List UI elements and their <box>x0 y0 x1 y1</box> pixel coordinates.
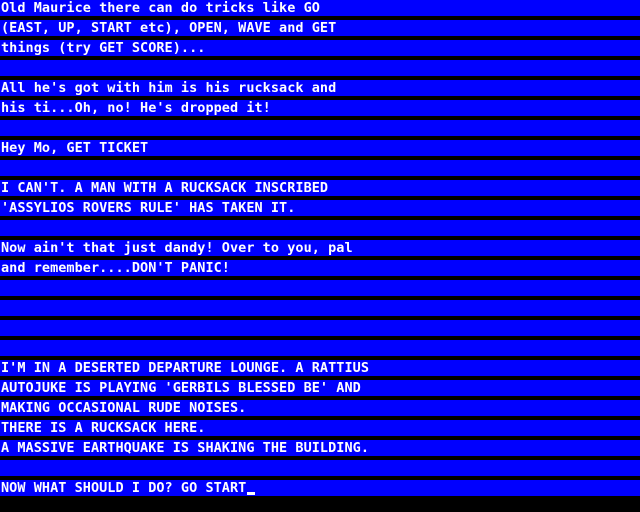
output-line: MAKING OCCASIONAL RUDE NOISES. <box>0 400 640 416</box>
prompt-label: NOW WHAT SHOULD I DO? <box>1 480 173 496</box>
output-line: AUTOJUKE IS PLAYING 'GERBILS BLESSED BE' AND <box>0 380 640 396</box>
blank-line <box>0 320 640 336</box>
output-line: Now ain't that just dandy! Over to you, pal <box>0 240 640 256</box>
blank-line <box>0 120 640 136</box>
output-line: THERE IS A RUCKSACK HERE. <box>0 420 640 436</box>
blank-line <box>0 280 640 296</box>
blank-line <box>0 60 640 76</box>
blank-line <box>0 300 640 316</box>
blank-line <box>0 220 640 236</box>
output-line: Old Maurice there can do tricks like GO <box>0 0 640 16</box>
output-line: 'ASSYLIOS ROVERS RULE' HAS TAKEN IT. <box>0 200 640 216</box>
output-line: A MASSIVE EARTHQUAKE IS SHAKING THE BUILDING. <box>0 440 640 456</box>
output-line: and remember....DON'T PANIC! <box>0 260 640 276</box>
command-input[interactable]: GO START <box>180 480 247 496</box>
output-line: Hey Mo, GET TICKET <box>0 140 640 156</box>
output-line: his ti...Oh, no! He's dropped it! <box>0 100 640 116</box>
command-input-line[interactable] <box>0 480 640 496</box>
text-cursor <box>247 492 255 495</box>
output-line: (EAST, UP, START etc), OPEN, WAVE and GET <box>0 20 640 36</box>
output-line: things (try GET SCORE)... <box>0 40 640 56</box>
output-line: All he's got with him is his rucksack and <box>0 80 640 96</box>
output-line: I CAN'T. A MAN WITH A RUCKSACK INSCRIBED <box>0 180 640 196</box>
output-line: I'M IN A DESERTED DEPARTURE LOUNGE. A RATTIUS <box>0 360 640 376</box>
blank-line <box>0 160 640 176</box>
blank-line <box>0 460 640 476</box>
blank-line <box>0 340 640 356</box>
